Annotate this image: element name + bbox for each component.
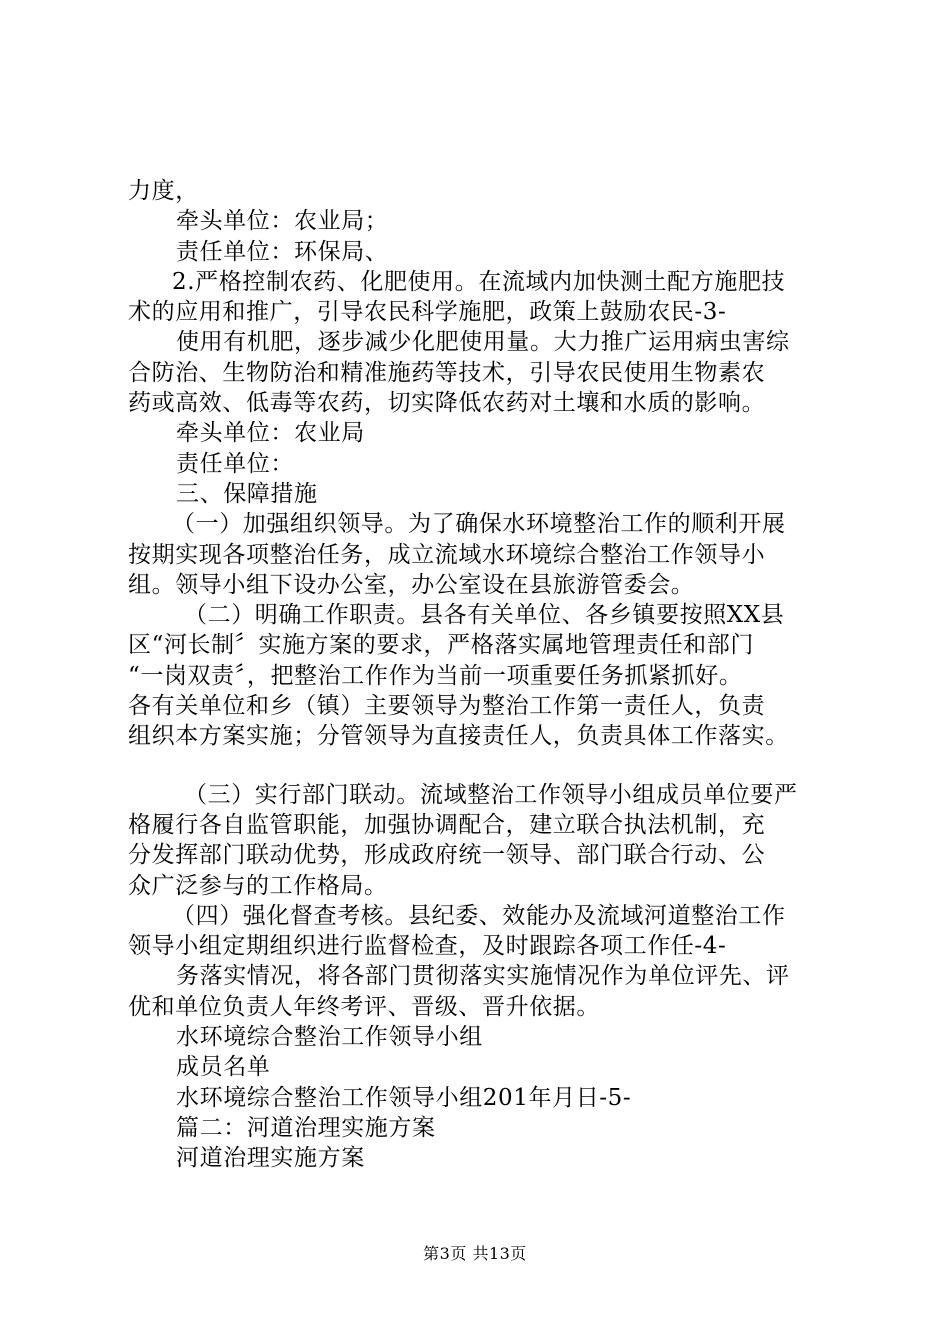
text-line: 牵头单位：农业局；	[176, 208, 389, 235]
document-section-2	[128, 780, 848, 1174]
document-section-1	[128, 176, 848, 752]
text-line: 合防治、生物防治和精准施药等技术，引导农民使用生物素农	[128, 359, 766, 386]
text-line: 责任单位：	[176, 450, 294, 477]
text-line: 领导小组定期组织进行监督检查，及时跟踪各项工作任-4-	[128, 933, 727, 960]
text-line: 水环境综合整治工作领导小组201年月日-5-	[176, 1084, 632, 1111]
text-line: 河道治理实施方案	[176, 1145, 365, 1172]
paragraph-gap	[128, 752, 848, 780]
text-line: 组织本方案实施；分管领导为直接责任人，负责具体工作落实。	[128, 723, 789, 750]
text-line: 篇二：河道治理实施方案	[176, 1114, 436, 1141]
text-line: 责任单位：环保局、	[176, 238, 389, 265]
text-line: 力度，	[128, 178, 199, 204]
text-line: 药或高效、低毒等农药，切实降低农药对土壤和水质的影响。	[128, 390, 766, 417]
text-line: 分发挥部门联动优势，形成政府统一领导、部门联合行动、公	[128, 842, 766, 869]
text-line: 水环境综合整治工作领导小组	[176, 1024, 483, 1051]
text-line: （三）实行部门联动。流域整治工作领导小组成员单位要严	[184, 781, 798, 808]
text-line: 格履行各自监管职能，加强协调配合，建立联合执法机制，充	[128, 811, 766, 838]
text-line: 各有关单位和乡（镇）主要领导为整治工作第一责任人，负责	[128, 693, 766, 720]
text-line: 按期实现各项整治任务，成立流域水环境综合整治工作领导小	[128, 541, 766, 568]
text-line: 众广泛参与的工作格局。	[128, 872, 388, 899]
text-line: 优和单位负责人年终考评、晋级、晋升依据。	[128, 993, 600, 1020]
text-line: （一）加强组织领导。为了确保水环境整治工作的顺利开展	[172, 511, 786, 538]
page-footer: 第3页 共13页	[423, 1244, 527, 1263]
text-line: 务落实情况，将各部门贯彻落实实施情况作为单位评先、评	[176, 963, 790, 990]
text-line: 术的应用和推广，引导农民科学施肥，政策上鼓励农民-3-	[128, 299, 727, 326]
text-line: 成员名单	[176, 1054, 271, 1081]
text-line: 牵头单位：农业局	[176, 420, 365, 447]
text-line: “一岗双责〞，把整治工作作为当前一项重要任务抓紧抓好。	[128, 662, 743, 689]
text-line: （二）明确工作职责。县各有关单位、各乡镇要按照XX县	[184, 602, 785, 629]
document-body	[128, 176, 848, 1174]
text-line: （四）强化督查考核。县纪委、效能办及流域河道整治工作	[172, 902, 786, 929]
text-line: 使用有机肥，逐步减少化肥使用量。大力推广运用病虫害综	[176, 329, 790, 356]
text-line: 组。领导小组下设办公室，办公室设在县旅游管委会。	[128, 571, 695, 598]
text-line: 三、保障措施	[176, 480, 318, 507]
text-line: 2.严格控制农药、化肥使用。在流域内加快测土配方施肥技	[172, 268, 786, 295]
text-line: 区“河长制〞实施方案的要求，严格落实属地管理责任和部门	[128, 632, 754, 659]
